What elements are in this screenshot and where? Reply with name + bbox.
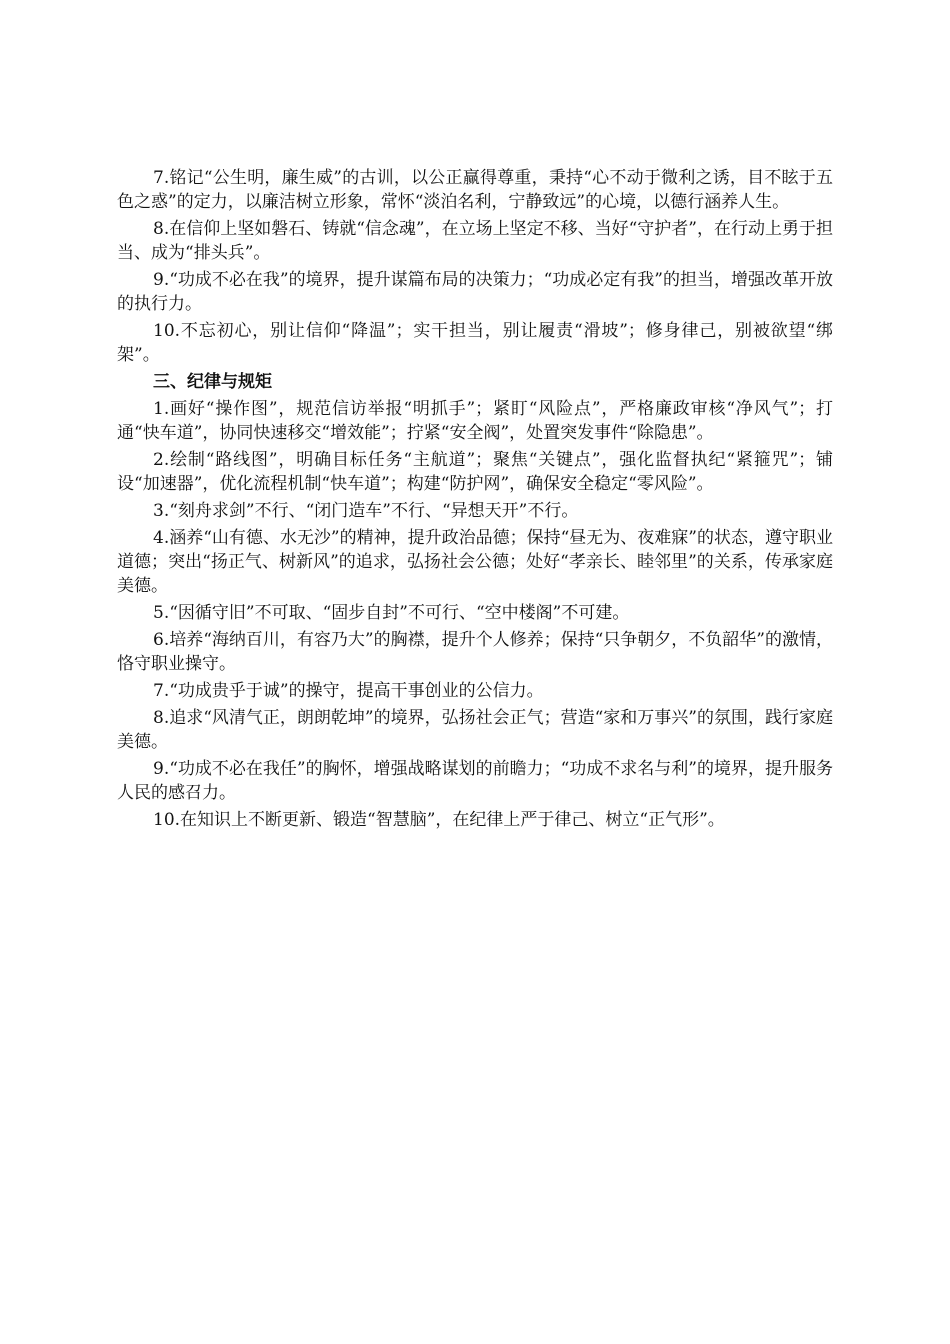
rule-item-3: 3.“刻舟求剑”不行、“闭门造车”不行、“异想天开”不行。 [153,501,579,521]
rule-item-10: 10.在知识上不断更新、锻造“智慧脑”，在纪律上严于律己、树立“正气形”。 [153,810,725,830]
rule-item-6: 6.培养“海纳百川，有容乃大”的胸襟，提升个人修养；保持“只争朝夕，不负韶华”的激情，恪守职业操守。 [117,630,833,674]
rule-item-9: 9.“功成不必在我任”的胸怀，增强战略谋划的前瞻力；“功成不求名与利”的境界，提升服务人民的感召力。 [117,759,833,803]
paragraph-item-10: 10.不忘初心，别让信仰“降温”；实干担当，别让履责“滑坡”；修身律己，别被欲望“绑架”。 [117,321,833,365]
rule-item-8: 8.追求“风清气正，朗朗乾坤”的境界，弘扬社会正气；营造“家和万事兴”的氛围，践行家庭美德。 [117,708,833,752]
rule-item-2: 2.绘制“路线图”，明确目标任务“主航道”；聚焦“关键点”，强化监督执纪“紧箍咒”；铺设“加速器”，优化流程机制“快车道”；构建“防护网”，确保安全稳定“零风险”。 [117,450,833,494]
rule-item-1: 1.画好“操作图”，规范信访举报“明抓手”；紧盯“风险点”，严格廉政审核“净风气”；打通“快车道”，协同快速移交“增效能”；拧紧“安全阀”，处置突发事件“除隐患”。 [117,399,833,443]
paragraph-item-7: 7.铭记“公生明，廉生威”的古训，以公正赢得尊重，秉持“心不动于微利之诱，目不眩于五色之惑”的定力，以廉洁树立形象，常怀“淡泊名利，宁静致远”的心境，以德行涵养人生。 [117,168,833,212]
rule-item-5: 5.“因循守旧”不可取、“固步自封”不可行、“空中楼阁”不可建。 [153,603,630,623]
rule-item-4: 4.涵养“山有德、水无沙”的精神，提升政治品德；保持“昼无为、夜难寐”的状态，遵守职业道德；突出“扬正气、树新风”的追求，弘扬社会公德；处好“孝亲长、睦邻里”的关系，传承家庭美德。 [117,528,833,596]
document-body [117,166,833,835]
section-heading: 三、纪律与规矩 [153,372,272,392]
rule-item-7: 7.“功成贵乎于诚”的操守，提高干事创业的公信力。 [153,681,544,701]
paragraph-item-8: 8.在信仰上坚如磐石、铸就“信念魂”，在立场上坚定不移、当好“守护者”，在行动上勇于担当、成为“排头兵”。 [117,219,833,263]
paragraph-item-9: 9.“功成不必在我”的境界，提升谋篇布局的决策力；“功成必定有我”的担当，增强改革开放的执行力。 [117,270,833,314]
